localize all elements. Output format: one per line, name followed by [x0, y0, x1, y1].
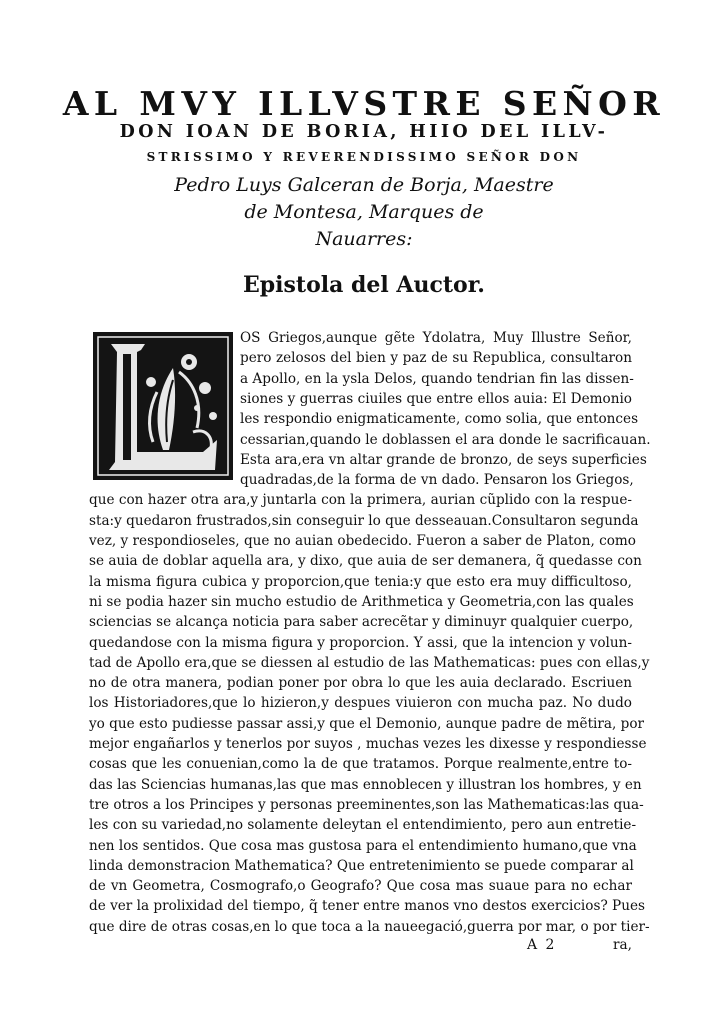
heading-line-1: AL MVY ILLVSTRE SEÑOR	[62, 84, 666, 123]
decorated-initial-l-icon	[93, 332, 233, 480]
body-line: quadradas,de la forma de vn dado. Pensaron los Griegos,	[240, 472, 634, 489]
heading-line-2: DON IOAN DE BORIA, HIIO DEL ILLV-	[119, 122, 609, 142]
body-line: tad de Apollo era,que se diessen al estudio de las Mathematicas: pues con ellas,y	[89, 654, 650, 671]
body-line: pero zelosos del bien y paz de su Republica, consultaron	[240, 350, 632, 367]
body-line: ni se podia hazer sin mucho estudio de Arithmetica y Geometria,con las quales	[89, 593, 634, 610]
body-line: de ver la prolixidad del tiempo, q̃ tener entre manos vno destos exercicios? Pues	[89, 898, 645, 915]
body-line: quedandose con la misma figura y proporcion. Y assi, que la intencion y volun-	[89, 634, 632, 651]
body-line: cosas que les conuenian,como la de que tratamos. Porque realmente,entre to-	[89, 756, 632, 773]
body-line: les con su variedad,no solamente deleytan el entendimiento, pero aun entretie-	[89, 817, 637, 834]
body-line: se auia de doblar aquella ara, y dixo, que auia de ser demanera, q̃ quedasse con	[89, 553, 642, 570]
body-line: das las Sciencias humanas,las que mas ennoblecen y illustran los hombres, y en	[89, 776, 642, 793]
body-line: de vn Geometra, Cosmografo,o Geografo? Que cosa mas suaue para no echar	[89, 878, 632, 895]
epistle-title: Epistola del Auctor.	[243, 272, 485, 298]
body-line: Esta ara,era vn altar grande de bronzo, de seys superficies	[240, 451, 647, 468]
body-line: a Apollo, en la ysla Delos, quando tendrian fin las dissen-	[240, 370, 634, 387]
body-line: yo que esto pudiesse passar assi,y que el Demonio, aunque padre de mẽtira, por	[89, 715, 645, 732]
body-line: cessarian,quando le doblassen el ara donde le sacrificauan.	[240, 431, 651, 448]
body-line: OS Griegos,aunque gẽte Ydolatra, Muy Illustre Señor,	[240, 330, 632, 346]
heading-line-4: Pedro Luys Galceran de Borja, Maestre	[174, 174, 554, 196]
body-line: nen los sentidos. Que cosa mas gustosa para el entendimiento humano,que vna	[89, 837, 637, 854]
body-line: no de otra manera, podian poner por obra lo que les auia declarado. Escriuen	[89, 675, 632, 692]
body-line: que dire de otras cosas,en lo que toca a la naueegació,guerra por mar, o por tier-	[89, 918, 650, 935]
body-line: la misma figura cubica y proporcion,que tenia:y que esto era muy difficultoso,	[89, 573, 632, 590]
catchword: ra,	[613, 937, 632, 953]
body-line: los Historiadores,que lo hizieron,y despues viuieron con mucha paz. No dudo	[89, 695, 632, 712]
body-line: vez, y respondioseles, que no auian obedecido. Fueron a saber de Platon, como	[89, 533, 636, 549]
body-line: les respondio enigmaticamente, como solia, que entonces	[240, 411, 639, 428]
heading-line-3: STRISSIMO Y REVERENDISSIMO SEÑOR DON	[146, 150, 582, 164]
body-line: linda demonstracion Mathematica? Que entretenimiento se puede comparar al	[89, 857, 634, 874]
body-line: siones y guerras ciuiles que entre ellos auia: El Demonio	[240, 390, 632, 407]
body-line: sciencias se alcança noticia para saber acrecẽtar y diminuyr qualquier cuerpo,	[89, 614, 634, 631]
heading-line-5: de Montesa, Marques de	[244, 201, 484, 223]
body-line: mejor engañarlos y tenerlos por suyos , muchas vezes les dixesse y respondiesse	[89, 736, 647, 752]
body-line: tre otros a los Principes y personas preeminentes,son las Mathematicas:las qua-	[89, 796, 644, 813]
signature-mark: A 2	[527, 937, 557, 953]
body-line: sta:y quedaron frustrados,sin conseguir lo que desseauan.Consultaron segunda	[89, 512, 639, 529]
body-line: que con hazer otra ara,y juntarla con la primera, aurian cũplido con la respue-	[89, 492, 632, 509]
heading-line-6: Nauarres:	[315, 228, 413, 250]
